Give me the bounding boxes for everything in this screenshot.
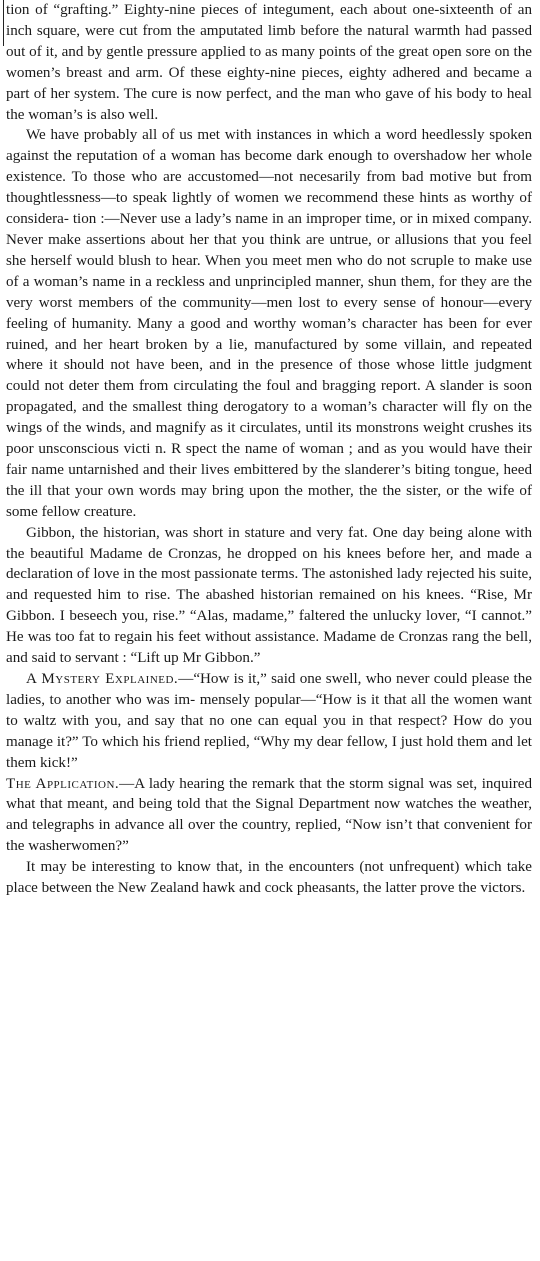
column-rule xyxy=(3,0,4,46)
application-body: —A lady hearing the remark that the storm signal was set, inquired what that meant, and being told that the Signal Department now watches the weather, and telegraphs in advance all over the country, replied, “Now isn’t that convenient for the washerwomen?” xyxy=(6,775,532,855)
paragraph-gibbon: Gibbon, the historian, was short in stature and very fat. One day being alone with the beautiful Madame de Cronzas, he dropped on his knees before her, and made a declaration of love in the most passionate terms. The astonished lady rejected his suite, and requested him to rise. The abashed historian remained on his knees. “Rise, Mr Gibbon. I beseech you, rise.” “Alas, madame,” faltered the unlucky lover, “I cannot.” He was too fat to regain his feet without assistance. Madame de Cronzas rang the bell, and said to servant : “Lift up Mr Gibbon.” xyxy=(6,524,532,667)
paragraph-slander: We have probably all of us met with instances in which a word heedlessly spoken against the reputation of a woman has become dark enough to overshadow her whole existence. To those who are accustomed—not necesarily from bad motive but from thoughtlessness—to speak lightly of women we recommend these hints as worthy of considera- tion :—Never use a lady’s name in an improper time, or in mixed company. Never make assertions about her that you think are untrue, or allusions that you feel she herself would blush to hear. When you meet men who do not scruple to make use of a woman’s name in a reckless and unprincipled manner, shun them, for they are the very worst members of the community—men lost to every sense of honour—every feeling of humanity. Many a good and worthy woman’s character has been for ever ruined, and her heart broken by a lie, manufactured by some villain, and repeated where it should not have been, and in the presence of those whose little judgment could not deter them from circulating the foul and bragging report. A slander is soon propagated, and the smallest thing derogatory to a woman’s character will fly on the wings of the winds, and magnify as it circulates, until its monstrons weight crushes its poor unsconscious victi n. R spect the name of woman ; and as you would have their fair name untarnished and their lives embittered by the slanderer’s biting tongue, heed the ill that your own words may bring upon the mother, the the sister, or the wife of some fellow creature. xyxy=(6,127,532,520)
article-column xyxy=(6,0,532,899)
application-heading: The Application. xyxy=(6,775,120,792)
paragraph-hawk: It may be interesting to know that, in the encounters (not unfrequent) which take place between the New Zealand hawk and cock pheasants, the latter prove the victors. xyxy=(6,859,532,897)
mystery-heading: A Mystery Explained. xyxy=(26,671,179,687)
paragraph-mystery xyxy=(6,669,532,774)
mystery-body: —“How is it,” said one swell, who never could please the ladies, to another who was im- mensely popular—“How is it that all the women want to waltz with you, and say that no one can equal you in that respect? How do you manage it?” To which his friend replied, “Why my dear fellow, I just hold them and let them kick!” xyxy=(6,671,532,771)
paragraph-application xyxy=(6,774,532,858)
paragraph-grafting: tion of “grafting.” Eighty-nine pieces of integument, each about one-sixteenth of an inch square, were cut from the amputated limb before the natural warmth had passed out of it, and by gentle pressure applied to as many points of the great open sore on the women’s breast and arm. Of these eighty-nine pieces, eighty adhered and became a part of her system. The cure is now perfect, and the man who gave of his body to heal the woman’s is also well. xyxy=(6,2,532,123)
